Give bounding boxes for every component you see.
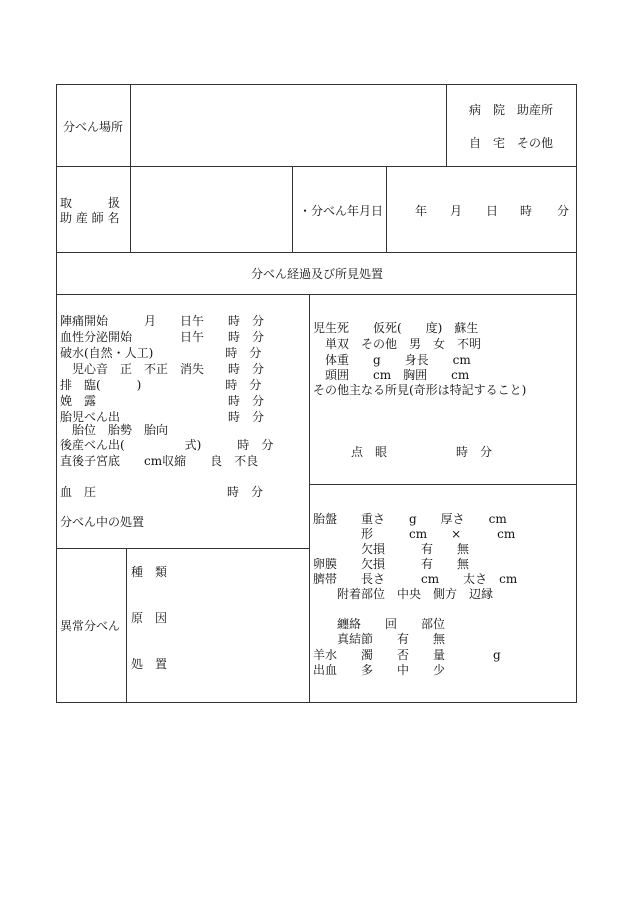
section-title: 分べん経過及び所見処置 bbox=[251, 267, 384, 281]
handler-name-divider bbox=[292, 166, 293, 252]
abnormal-label: 異常分べん bbox=[60, 619, 121, 633]
progress-line: 直後子宮底 cm収縮 良 不良 bbox=[60, 454, 259, 468]
placenta-line: 真結節 有 無 bbox=[313, 632, 446, 646]
progress-line: 胎位 胎勢 胎向 bbox=[60, 423, 169, 437]
placenta-line: 出血 多 中 少 bbox=[313, 663, 446, 677]
abnormal-item-cause: 原 因 bbox=[131, 611, 168, 625]
blood-pressure-label: 血 圧 bbox=[60, 485, 97, 499]
placenta-line: 附着部位 中央 側方 辺縁 bbox=[313, 587, 494, 601]
handler-label-line2: 助 産 師 名 bbox=[60, 211, 120, 225]
date-field-day: 日 bbox=[486, 204, 499, 218]
place-options-row1: 病 院 助産所 bbox=[469, 103, 554, 117]
placenta-line: 纏絡 回 部位 bbox=[313, 617, 446, 631]
placenta-line: 欠損 有 無 bbox=[313, 542, 470, 556]
newborn-line: 単双 その他 男 女 不明 bbox=[313, 337, 482, 351]
progress-line: 破水(自然・人工) 時 分 bbox=[60, 346, 262, 360]
progress-line: 胎児べん出 時 分 bbox=[60, 410, 265, 424]
eye-drops-label: 点 眼 bbox=[351, 445, 388, 459]
place-options-row2: 自 宅 その他 bbox=[469, 136, 554, 150]
abnormal-item-type: 種 類 bbox=[131, 565, 168, 579]
table-border-top bbox=[56, 84, 577, 85]
section-split-divider bbox=[309, 294, 310, 702]
progress-line: 排 臨( ) 時 分 bbox=[60, 378, 262, 392]
place-options-divider bbox=[446, 84, 447, 166]
progress-line: 後産べん出( 式) 時 分 bbox=[60, 438, 274, 452]
left-mid-divider bbox=[56, 548, 309, 549]
newborn-line: その他主なる所見(奇形は特記すること) bbox=[313, 383, 527, 397]
date-field-minute: 分 bbox=[557, 204, 570, 218]
row-divider-2 bbox=[56, 252, 577, 253]
date-field-year: 年 bbox=[415, 204, 428, 218]
placenta-line: 形 cm × cm bbox=[313, 527, 516, 541]
date-field-hour: 時 bbox=[520, 204, 533, 218]
progress-line: 陣痛開始 月 日午 時 分 bbox=[60, 314, 265, 328]
progress-line: 児心音 正 不正 消失 時 分 bbox=[60, 362, 265, 376]
placenta-line: 臍帯 長さ cm 太さ cm bbox=[313, 572, 518, 586]
placenta-line: 胎盤 重さ g 厚さ cm bbox=[313, 512, 507, 526]
treatment-label: 分べん中の処置 bbox=[60, 515, 145, 529]
progress-line: 血性分泌開始 日午 時 分 bbox=[60, 330, 265, 344]
abnormal-item-treatment: 処 置 bbox=[131, 657, 168, 671]
place-label: 分べん場所 bbox=[63, 120, 124, 134]
table-border-right bbox=[576, 84, 577, 702]
eye-drops-time: 時 分 bbox=[456, 445, 493, 459]
row-divider-1 bbox=[56, 166, 577, 167]
table-border-left bbox=[56, 84, 57, 702]
table-border-bottom bbox=[56, 702, 577, 703]
row-divider-3 bbox=[56, 294, 577, 295]
date-label: ・分べん年月日 bbox=[299, 204, 384, 218]
label-col-divider-1 bbox=[130, 84, 131, 252]
date-field-month: 月 bbox=[450, 204, 463, 218]
blood-pressure-time: 時 分 bbox=[227, 485, 264, 499]
placenta-line: 羊水 濁 否 量 g bbox=[313, 648, 501, 662]
newborn-line: 児生死 仮死( 度) 蘇生 bbox=[313, 321, 479, 335]
right-mid-divider bbox=[309, 484, 577, 485]
newborn-line: 体重 g 身長 cm bbox=[313, 353, 471, 367]
newborn-line: 頭囲 cm 胸囲 cm bbox=[313, 368, 470, 382]
handler-label-line1: 取 扱 bbox=[60, 196, 121, 210]
progress-line: 娩 露 時 分 bbox=[60, 394, 265, 408]
placenta-line: 卵膜 欠損 有 無 bbox=[313, 557, 470, 571]
date-label-divider bbox=[386, 166, 387, 252]
abnormal-label-divider bbox=[126, 548, 127, 702]
